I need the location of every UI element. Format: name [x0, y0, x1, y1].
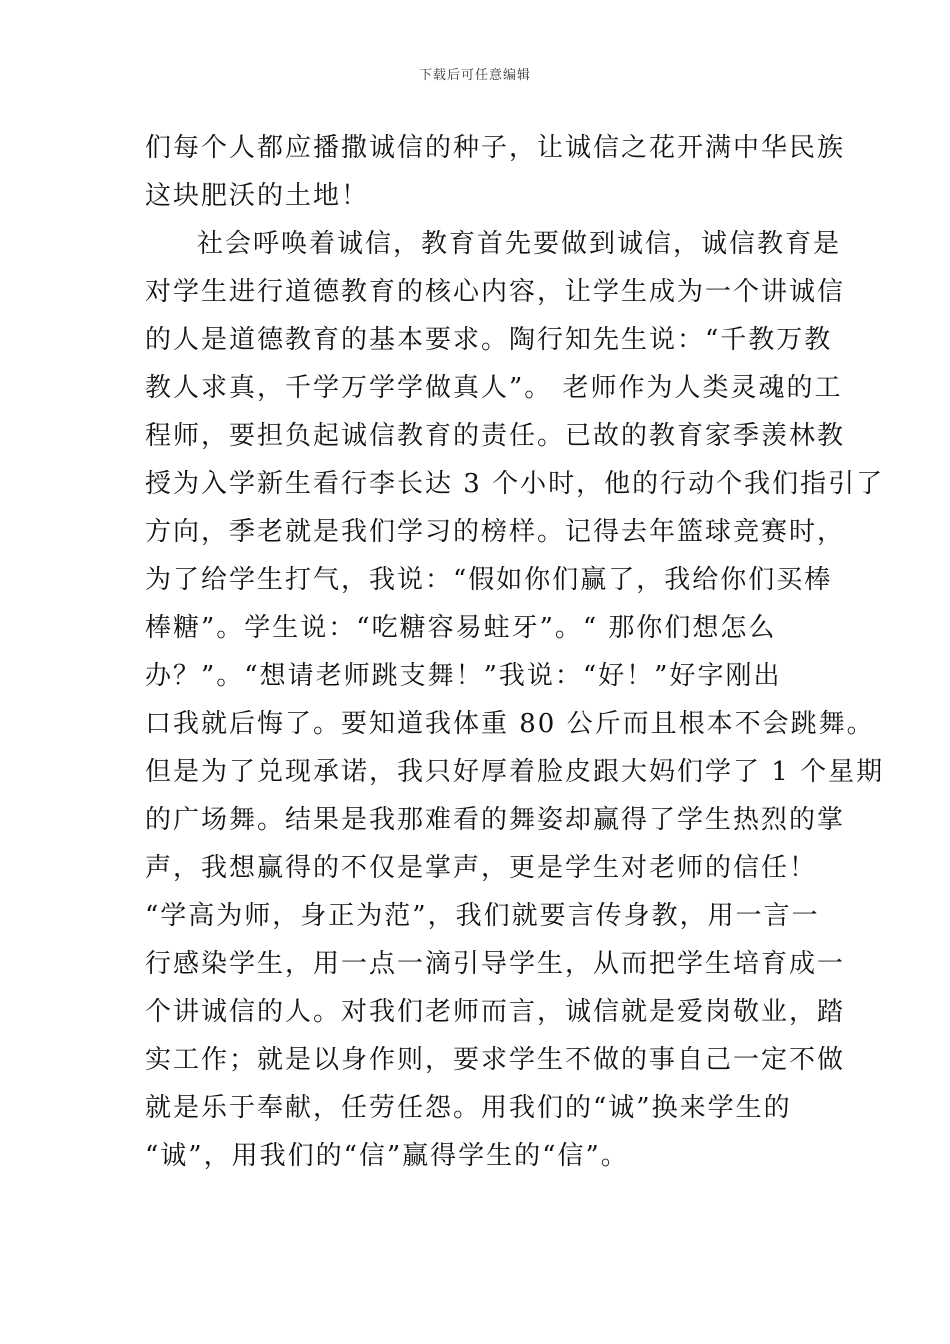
text-line: 方向，季老就是我们学习的榜样。记得去年篮球竞赛时， — [145, 517, 846, 547]
text-line: 办？”。“想请老师跳支舞！”我说：“好！”好字刚出 — [145, 661, 782, 691]
text-line: 就是乐于奉献，任劳任怨。用我们的“诚”换来学生的 — [145, 1093, 792, 1123]
text-line: 声，我想赢得的不仅是掌声，更是学生对老师的信任！ — [145, 853, 818, 883]
text-line: 个讲诚信的人。对我们老师而言，诚信就是爱岗敬业，踏 — [145, 997, 846, 1027]
text-line: 为了给学生打气，我说：“假如你们赢了，我给你们买棒 — [145, 565, 833, 595]
text-line: 授为入学新生看行李长达 3 个小时，他的行动个我们指引了 — [145, 469, 885, 499]
text-line: 的人是道德教育的基本要求。陶行知先生说：“千教万教 — [145, 325, 833, 355]
text-line: 程师，要担负起诚信教育的责任。已故的教育家季羡林教 — [145, 421, 846, 451]
text-line: 实工作；就是以身作则，要求学生不做的事自己一定不做 — [145, 1045, 846, 1075]
text-line: 但是为了兑现承诺，我只好厚着脸皮跟大妈们学了 1 个星期 — [145, 757, 885, 787]
text-line: 棒糖”。学生说：“吃糖容易蛀牙”。“ 那你们想怎么 — [145, 613, 777, 643]
text-line: 这块肥沃的土地！ — [145, 181, 370, 211]
text-line: “学高为师，身正为范”，我们就要言传身教，用一言一 — [145, 901, 820, 931]
text-line: 对学生进行道德教育的核心内容，让学生成为一个讲诚信 — [145, 277, 846, 307]
paragraph-first-line: 社会呼唤着诚信，教育首先要做到诚信，诚信教育是 — [197, 229, 842, 259]
page-header: 下载后可任意编辑 — [418, 68, 531, 83]
text-line: 们每个人都应播撒诚信的种子，让诚信之花开满中华民族 — [145, 133, 846, 163]
text-line: 口我就后悔了。要知道我体重 80 公斤而且根本不会跳舞。 — [145, 709, 875, 739]
text-line: 的广场舞。结果是我那难看的舞姿却赢得了学生热烈的掌 — [145, 805, 846, 835]
text-line: “诚”，用我们的“信”赢得学生的“信”。 — [145, 1141, 629, 1171]
document-body — [145, 124, 885, 1180]
text-line: 行感染学生，用一点一滴引导学生，从而把学生培育成一 — [145, 949, 846, 979]
text-line: 教人求真，千学万学学做真人”。 老师作为人类灵魂的工 — [145, 373, 843, 403]
